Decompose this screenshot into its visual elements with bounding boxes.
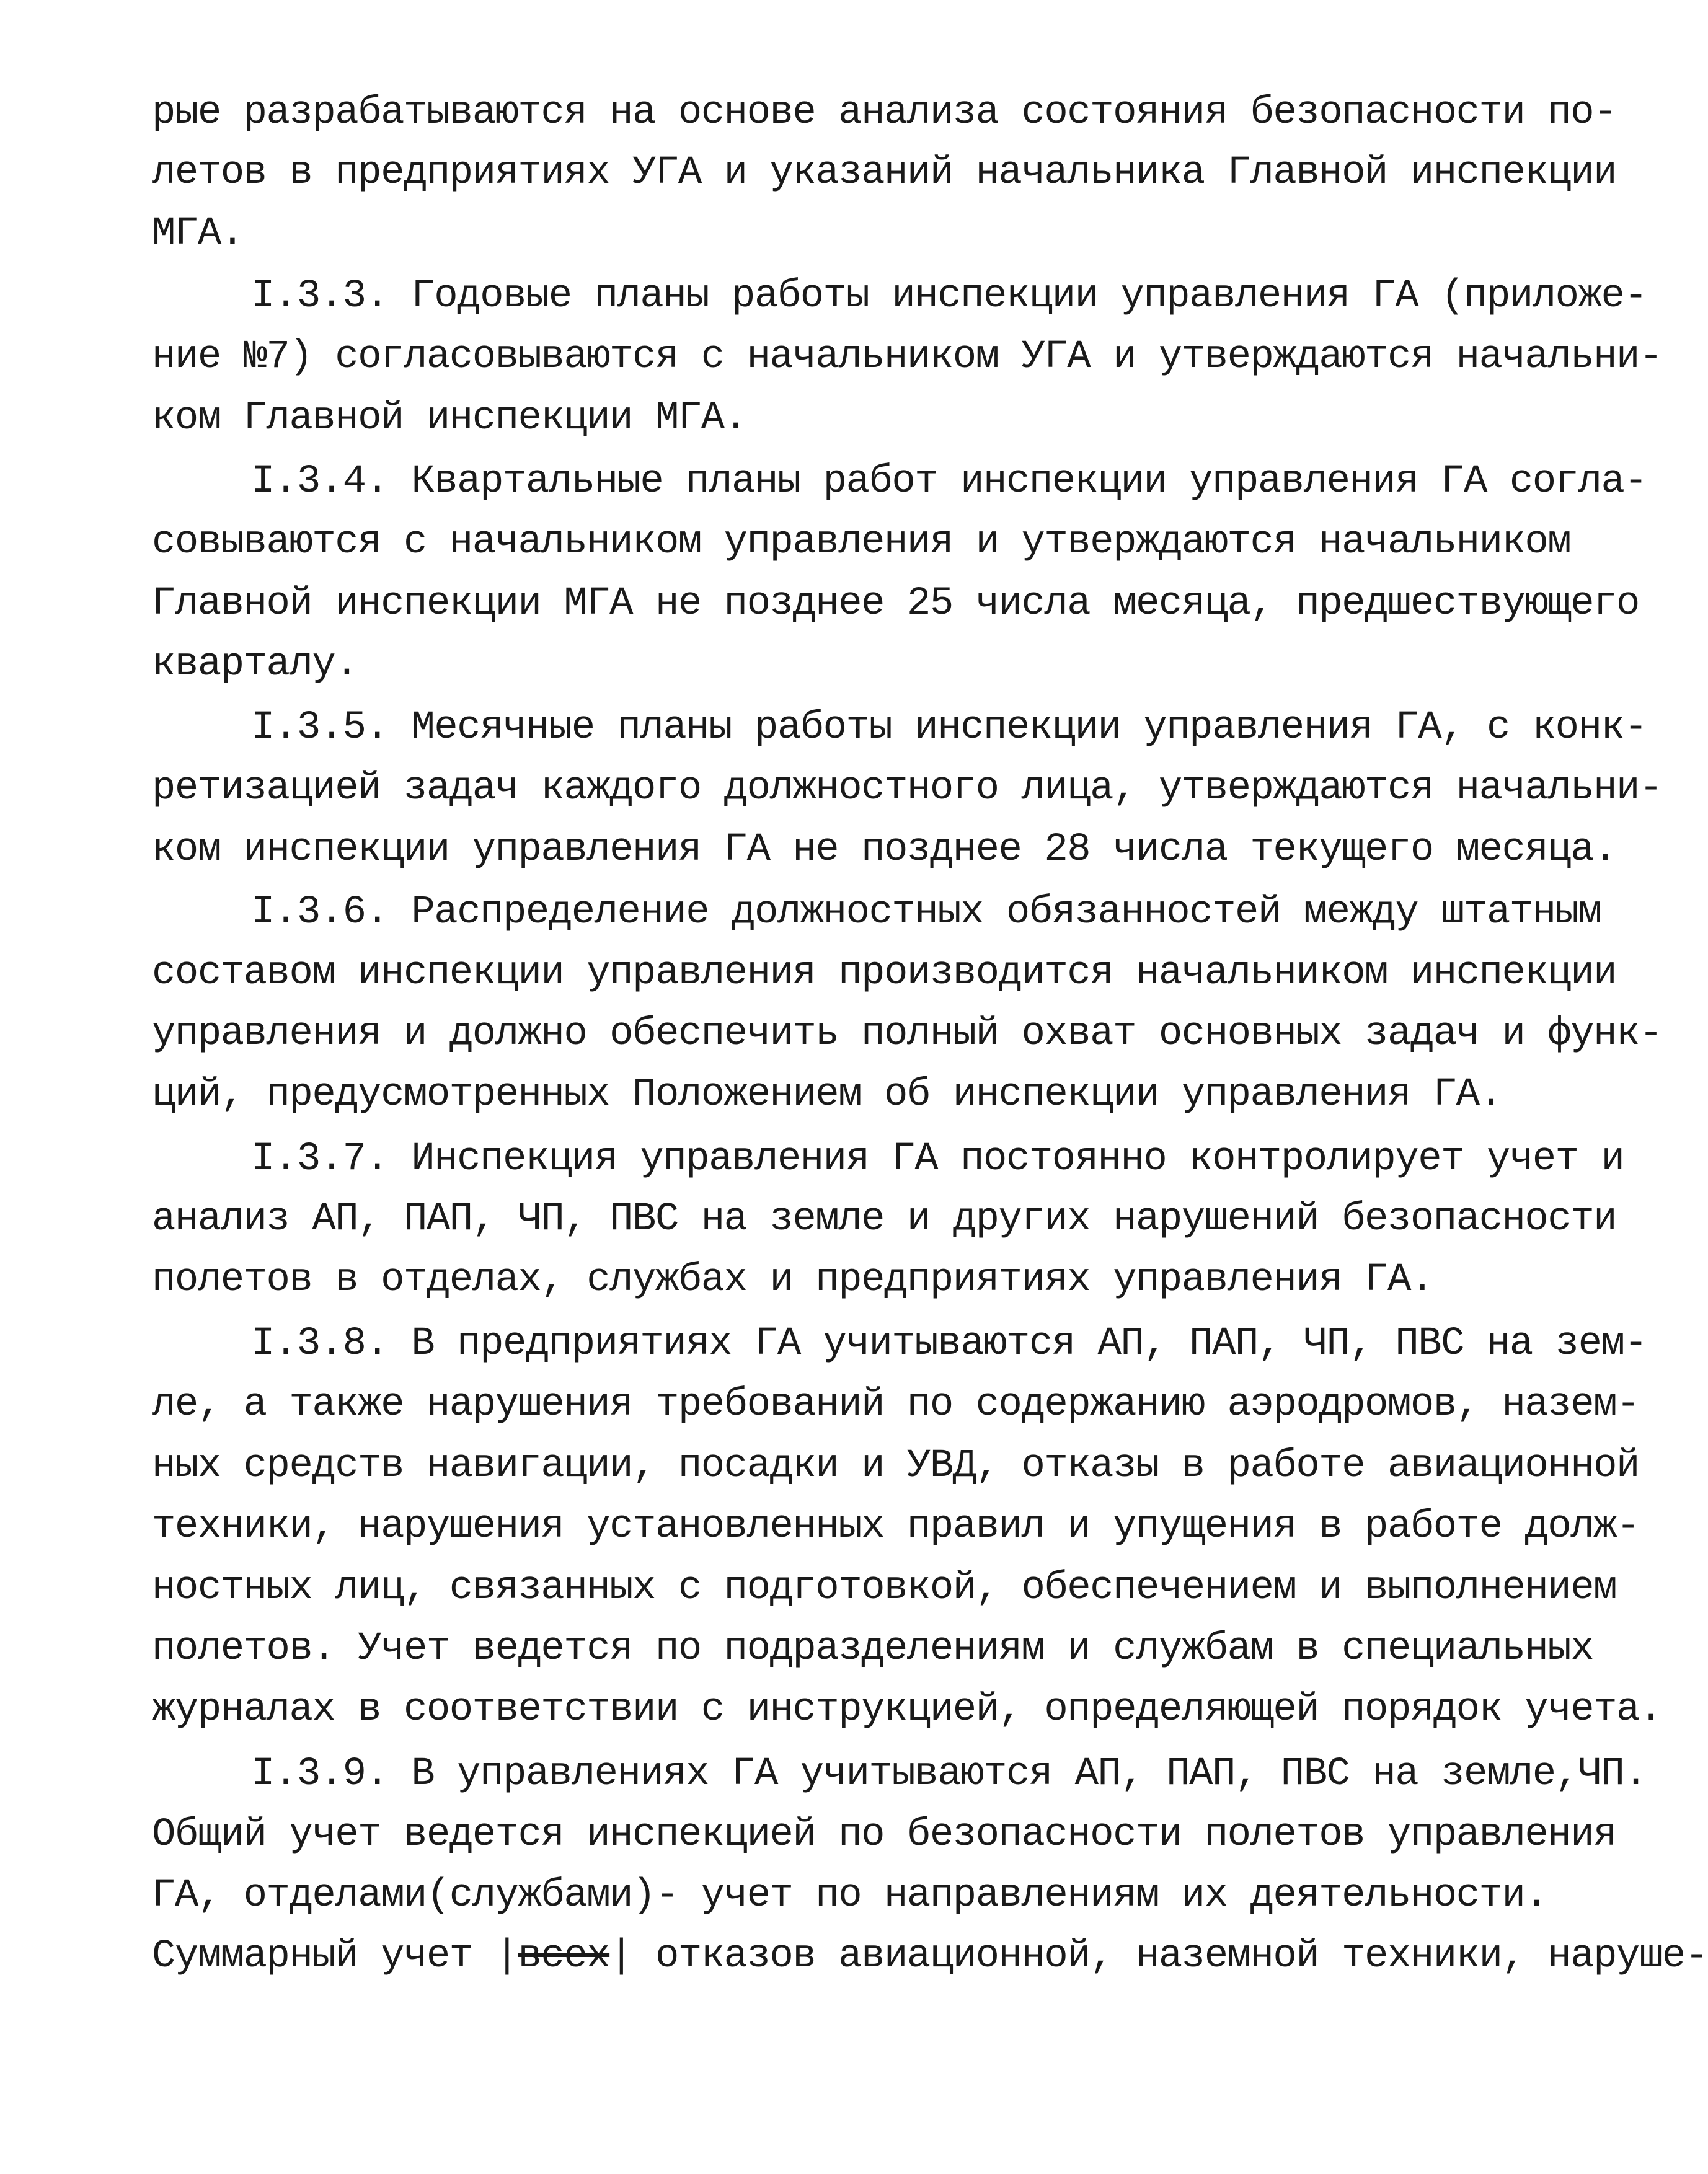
text-line: управления и должно обеспечить полный охват основных задач и функ- bbox=[152, 1012, 1662, 1056]
text-segment: Суммарный учет bbox=[152, 1934, 472, 1979]
text-line: составом инспекции управления производится начальником инспекции bbox=[152, 951, 1616, 996]
text-line: Главной инспекции МГА не позднее 25 числа месяца, предшествующего bbox=[152, 581, 1639, 626]
text-line: полетов в отделах, службах и предприятиях управления ГА. bbox=[152, 1258, 1433, 1302]
paragraph-1-3-7: I.3.7. Инспекция управления ГА постоянно контролирует учет и bbox=[251, 1137, 1624, 1182]
paragraph-1-3-3: I.3.3. Годовые планы работы инспекции управления ГА (приложе- bbox=[251, 274, 1647, 319]
text-line: кварталу. bbox=[152, 642, 358, 687]
text-line: ле, а также нарушения требований по содержанию аэродромов, назем- bbox=[152, 1382, 1639, 1427]
text-line: МГА. bbox=[152, 211, 244, 256]
text-line: полетов. Учет ведется по подразделениям и службам в специальных bbox=[152, 1627, 1594, 1671]
struck-word: всех bbox=[518, 1934, 610, 1979]
paragraph-1-3-8: I.3.8. В предприятиях ГА учитываются АП, ПАП, ЧП, ПВС на зем- bbox=[251, 1322, 1647, 1366]
edit-bracket-open: | bbox=[495, 1934, 518, 1979]
text-line: летов в предприятиях УГА и указаний начальника Главной инспекции bbox=[152, 151, 1616, 195]
text-segment: отказов авиационной, наземной техники, наруше- bbox=[655, 1934, 1708, 1979]
paragraph-1-3-4: I.3.4. Квартальные планы работ инспекции управления ГА согла- bbox=[251, 459, 1647, 504]
text-line: журналах в соответствии с инструкцией, определяющей порядок учета. bbox=[152, 1687, 1662, 1732]
paragraph-1-3-6: I.3.6. Распределение должностных обязанностей между штатным bbox=[251, 890, 1601, 935]
text-line: совываются с начальником управления и утверждаются начальником bbox=[152, 520, 1571, 565]
text-line: ние №7) согласовываются с начальником УГА и утверждаются начальни- bbox=[152, 335, 1662, 379]
paragraph-1-3-9: I.3.9. В управлениях ГА учитываются АП, ПАП, ПВС на земле,ЧП. bbox=[251, 1752, 1647, 1796]
text-line: ций, предусмотренных Положением об инспекции управления ГА. bbox=[152, 1072, 1502, 1117]
text-line: анализ АП, ПАП, ЧП, ПВС на земле и других нарушений безопасности bbox=[152, 1197, 1616, 1242]
edit-bracket-close: | bbox=[609, 1934, 633, 1979]
text-line-last bbox=[152, 1934, 1708, 1979]
paragraph-1-3-5: I.3.5. Месячные планы работы инспекции управления ГА, с конк- bbox=[251, 705, 1647, 750]
text-line: ком инспекции управления ГА не позднее 28 числа текущего месяца. bbox=[152, 828, 1616, 872]
text-line: Общий учет ведется инспекцией по безопасности полетов управления bbox=[152, 1813, 1616, 1857]
text-line: ком Главной инспекции МГА. bbox=[152, 396, 747, 441]
text-line: ностных лиц, связанных с подготовкой, обеспечением и выполнением bbox=[152, 1566, 1616, 1611]
text-line: рые разрабатываются на основе анализа состояния безопасности по- bbox=[152, 91, 1616, 135]
text-line: техники, нарушения установленных правил и упущения в работе долж- bbox=[152, 1505, 1639, 1549]
text-line: ных средств навигации, посадки и УВД, отказы в работе авиационной bbox=[152, 1444, 1639, 1488]
text-line: ретизацией задач каждого должностного лица, утверждаются начальни- bbox=[152, 766, 1662, 811]
text-line: ГА, отделами(службами)- учет по направлениям их деятельности. bbox=[152, 1873, 1548, 1918]
